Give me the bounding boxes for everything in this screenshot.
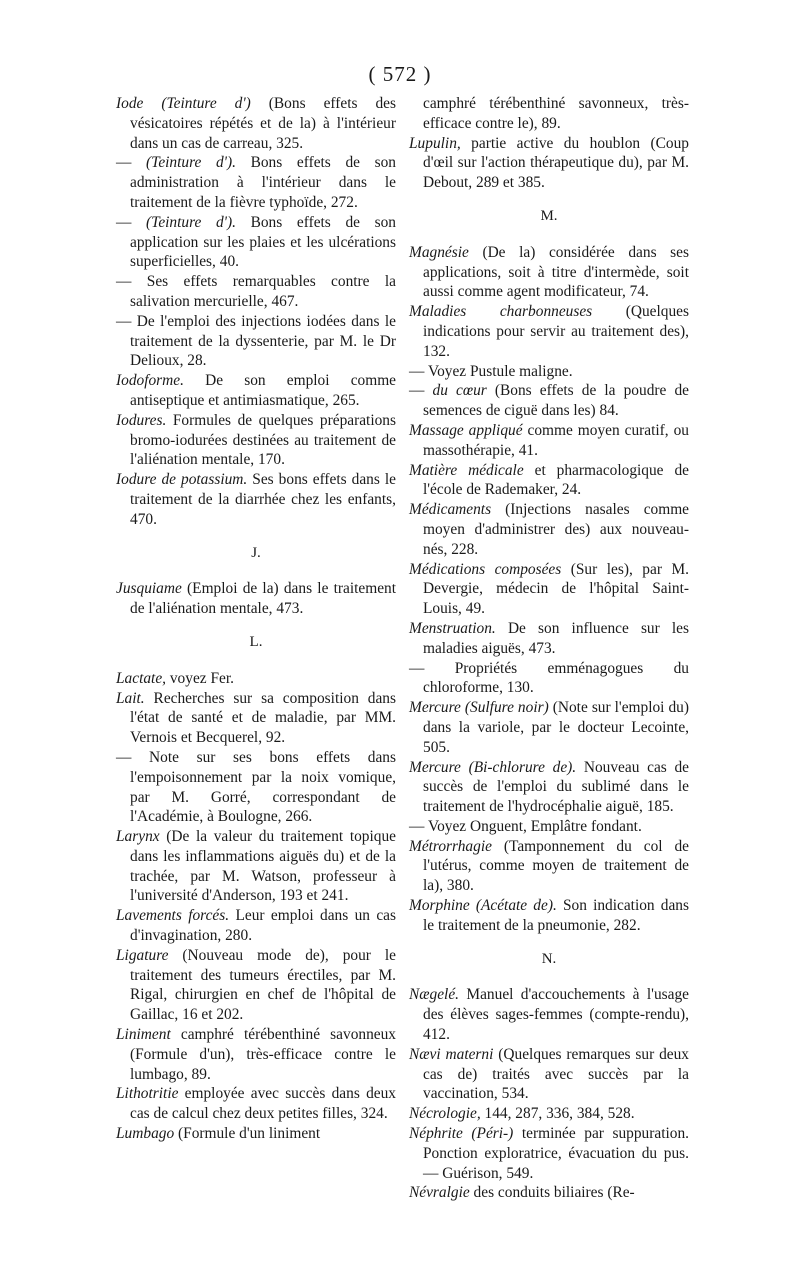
entry-heading: Lactate, (116, 669, 167, 687)
index-entry (409, 896, 689, 936)
index-entry (116, 1025, 396, 1084)
index-entry (116, 748, 396, 827)
index-entry (409, 362, 689, 382)
entry-text: (Bons effets des vésicatoires répétés et de la) à l'intérieur dans un cas de carreau, 325. (130, 95, 396, 152)
index-entry (409, 1183, 689, 1203)
entry-text: — De l'emploi des injections iodées dans le traitement de la dyssenterie, par M. le Dr Delioux, 28. (116, 312, 396, 370)
index-entry (409, 619, 689, 659)
entry-heading: Lithotritie (116, 1085, 179, 1103)
entry-text: des conduits biliaires (Re- (469, 1184, 635, 1202)
entry-text: comme moyen curatif, ou massothérapie, 41. (423, 421, 689, 459)
entry-subheading: (Sulfure noir) (460, 699, 549, 717)
index-entry (116, 272, 396, 312)
entry-heading: Métrorrhagie (409, 837, 492, 855)
entry-text: De son emploi comme antiseptique et antimiasmatique, 265. (130, 372, 396, 409)
entry-heading: Néphrite (409, 1125, 463, 1143)
page-number: ( 572 ) (368, 62, 432, 86)
index-entry (409, 817, 689, 837)
entry-subheading: (Teinture d'). (146, 213, 236, 231)
entry-heading: Jusquiame (116, 580, 182, 598)
index-entry (116, 669, 396, 689)
section-letter: L. (249, 633, 263, 650)
entry-heading: Ligature (116, 946, 169, 964)
index-entry (409, 698, 689, 757)
index-entry (409, 837, 689, 896)
entry-text: (Emploi de la) dans le traitement de l'aliénation mentale, 473. (130, 580, 396, 618)
entry-text: camphré térébenthiné savonneux, très-efficace contre le), 89. (423, 95, 689, 132)
entry-heading: Lupulin, (409, 134, 461, 152)
entry-subheading: (Péri-) (462, 1125, 514, 1143)
index-entry (409, 243, 689, 302)
entry-text: Bons effets de son application sur les plaies et les ulcérations superficielles, 40. (130, 213, 396, 271)
entry-text: Bons effets de son administration à l'intérieur dans le traitement de la fièvre typhoïde, 272. (130, 154, 396, 211)
index-entry (409, 560, 689, 619)
entry-text: — Voyez Onguent, Emplâtre fondant. (409, 817, 642, 835)
index-entry (409, 758, 689, 817)
index-entry (116, 579, 396, 619)
entry-text: — Voyez Pustule maligne. (409, 362, 573, 380)
entry-text: (Tamponnement du col de l'utérus, comme moyen de traitement de la), 380. (423, 837, 689, 895)
entry-subheading: (Acétate de). (469, 897, 557, 915)
entry-heading: Iodures. (116, 411, 167, 429)
entry-heading: Iode (116, 95, 144, 112)
index-entry (409, 659, 689, 699)
entry-subheading: (Bi-chlorure de). (460, 758, 577, 776)
entry-text: Ses bons effets dans le traitement de la diarrhée chez les enfants, 470. (130, 471, 396, 528)
entry-heading: Larynx (116, 828, 160, 846)
entry-text: 144, 287, 336, 384, 528. (480, 1105, 635, 1123)
index-entry (116, 371, 396, 411)
entry-text: (Bons effets de la poudre de semences de ciguë dans les) 84. (423, 382, 689, 420)
index-entry (116, 1124, 396, 1144)
section-letter: N. (541, 950, 557, 967)
entry-heading: Magnésie (409, 243, 469, 261)
entry-subheading: (Teinture d') (143, 95, 251, 112)
entry-text: (Nouveau mode de), pour le traitement des tumeurs érectiles, par M. Rigal, chirurgien en chef de l'hôpital de Gaillac, 16 et 202. (130, 946, 396, 1024)
index-column-right (409, 94, 689, 1203)
index-entry (116, 946, 396, 1025)
section-letter: J. (251, 544, 261, 561)
entry-heading: Médications composées (409, 560, 562, 578)
entry-heading: Liniment (116, 1026, 171, 1044)
entry-heading: Nécrologie, (409, 1105, 481, 1123)
entry-heading: — (409, 382, 433, 400)
entry-heading: Nægelé. (409, 986, 460, 1004)
entry-heading: Médicaments (409, 501, 492, 519)
index-entry (409, 302, 689, 361)
entry-heading: Lait. (116, 689, 145, 707)
entry-heading: Morphine (409, 897, 470, 915)
entry-heading: Mercure (409, 699, 461, 717)
entry-text: (Formule d'un liniment (174, 1125, 321, 1143)
entry-text: (Quelques indications pour servir au traitement des), 132. (423, 303, 689, 360)
section-letter: M. (540, 207, 558, 224)
entry-text: Recherches sur sa composition dans l'état de santé et de maladie, par MM. Vernois et Becquerel, 92. (130, 689, 396, 747)
entry-heading: Maladies charbonneuses (409, 303, 593, 321)
index-column-left (116, 94, 396, 1144)
entry-text: Son indication dans le traitement de la pneumonie, 282. (423, 897, 689, 934)
entry-heading: Massage appliqué (409, 421, 523, 439)
entry-heading: Névralgie (409, 1184, 470, 1202)
entry-text: terminée par suppuration. Ponction exploratrice, évacuation du pus. — Guérison, 549. (423, 1125, 689, 1182)
entry-text: — Propriétés emménagogues du chloroforme, 130. (409, 659, 689, 697)
entry-heading: Iodure de potassium. (116, 471, 248, 489)
entry-heading: Lavements forcés. (116, 907, 230, 925)
index-entry (116, 312, 396, 371)
index-entry (409, 985, 689, 1044)
index-entry (409, 94, 689, 134)
entry-text: (Note sur l'emploi du) dans la variole, par le docteur Lecointe, 505. (423, 699, 689, 756)
entry-heading: Lumbago (116, 1125, 175, 1143)
index-entry (409, 1124, 689, 1183)
entry-text: De son influence sur les maladies aiguës, 473. (423, 619, 689, 657)
entry-text: Leur emploi dans un cas d'invagination, 280. (130, 907, 397, 945)
entry-text: (Quelques remarques sur deux cas de) traités avec succès par la vaccination, 534. (423, 1045, 689, 1103)
entry-text: Manuel d'accouchements à l'usage des élèves sages-femmes (compte-rendu), 412. (423, 986, 689, 1044)
entry-subheading: (Teinture d'). (146, 154, 236, 172)
index-entry (116, 470, 396, 529)
entry-heading: Menstruation. (409, 619, 496, 637)
index-entry (116, 689, 396, 748)
entry-heading: — (116, 154, 147, 172)
entry-text: Nouveau cas de succès de l'emploi du sublimé dans le traitement de l'hydrocéphalie aiguë, 185. (423, 758, 689, 816)
entry-text: camphré térébenthiné savonneux (Formule d'un), très-efficace contre le lumbago, 89. (130, 1026, 396, 1083)
index-entry (409, 500, 689, 559)
index-entry (116, 906, 396, 946)
entry-heading: Iodoforme. (116, 372, 184, 390)
index-entry (116, 827, 396, 906)
index-entry (409, 461, 689, 501)
entry-subheading: du cœur (432, 382, 487, 400)
entry-heading: — (116, 213, 147, 231)
index-entry (409, 134, 689, 193)
index-entry (409, 381, 689, 421)
entry-text: voyez Fer. (166, 669, 234, 687)
entry-text: employée avec succès dans deux cas de calcul chez deux petites filles, 324. (130, 1085, 396, 1123)
index-entry (116, 411, 396, 470)
entry-text: (Injections nasales comme moyen d'administrer des) aux nouveau-nés, 228. (423, 501, 689, 558)
entry-text: (De la valeur du traitement topique dans les inflammations aiguës du) et de la trachée, par M. Watson, professeur à l'université d'Anderson, 193 et 241. (130, 828, 396, 905)
index-entry (116, 213, 396, 272)
index-entry (409, 1045, 689, 1104)
index-entry (116, 94, 396, 153)
entry-heading: Nævi materni (409, 1045, 494, 1063)
entry-heading: Matière médicale (409, 461, 524, 479)
entry-text: et pharmacologique de l'école de Rademaker, 24. (423, 461, 689, 499)
index-entry (409, 1104, 689, 1124)
entry-text: Formules de quelques préparations bromo-iodurées destinées au traitement de l'aliénation mentale, 170. (130, 411, 396, 469)
index-entry (409, 421, 689, 461)
index-entry (116, 1084, 396, 1124)
entry-text: — Note sur ses bons effets dans l'empoisonnement par la noix vomique, par M. Gorré, correspondant de l'Académie, à Boulogne, 266. (116, 748, 396, 826)
entry-heading: Mercure (409, 758, 461, 776)
entry-text: partie active du houblon (Coup d'œil sur l'action thérapeutique du), par M. Debout, 289 et 385. (423, 134, 689, 192)
entry-text: — Ses effets remarquables contre la salivation mercurielle, 467. (116, 273, 396, 310)
entry-text: (Sur les), par M. Devergie, médecin de l'hôpital Saint-Louis, 49. (423, 560, 689, 618)
entry-text: (De la) considérée dans ses applications, soit à titre d'intermède, soit aussi comme agent modificateur, 74. (423, 243, 689, 301)
index-entry (116, 153, 396, 212)
